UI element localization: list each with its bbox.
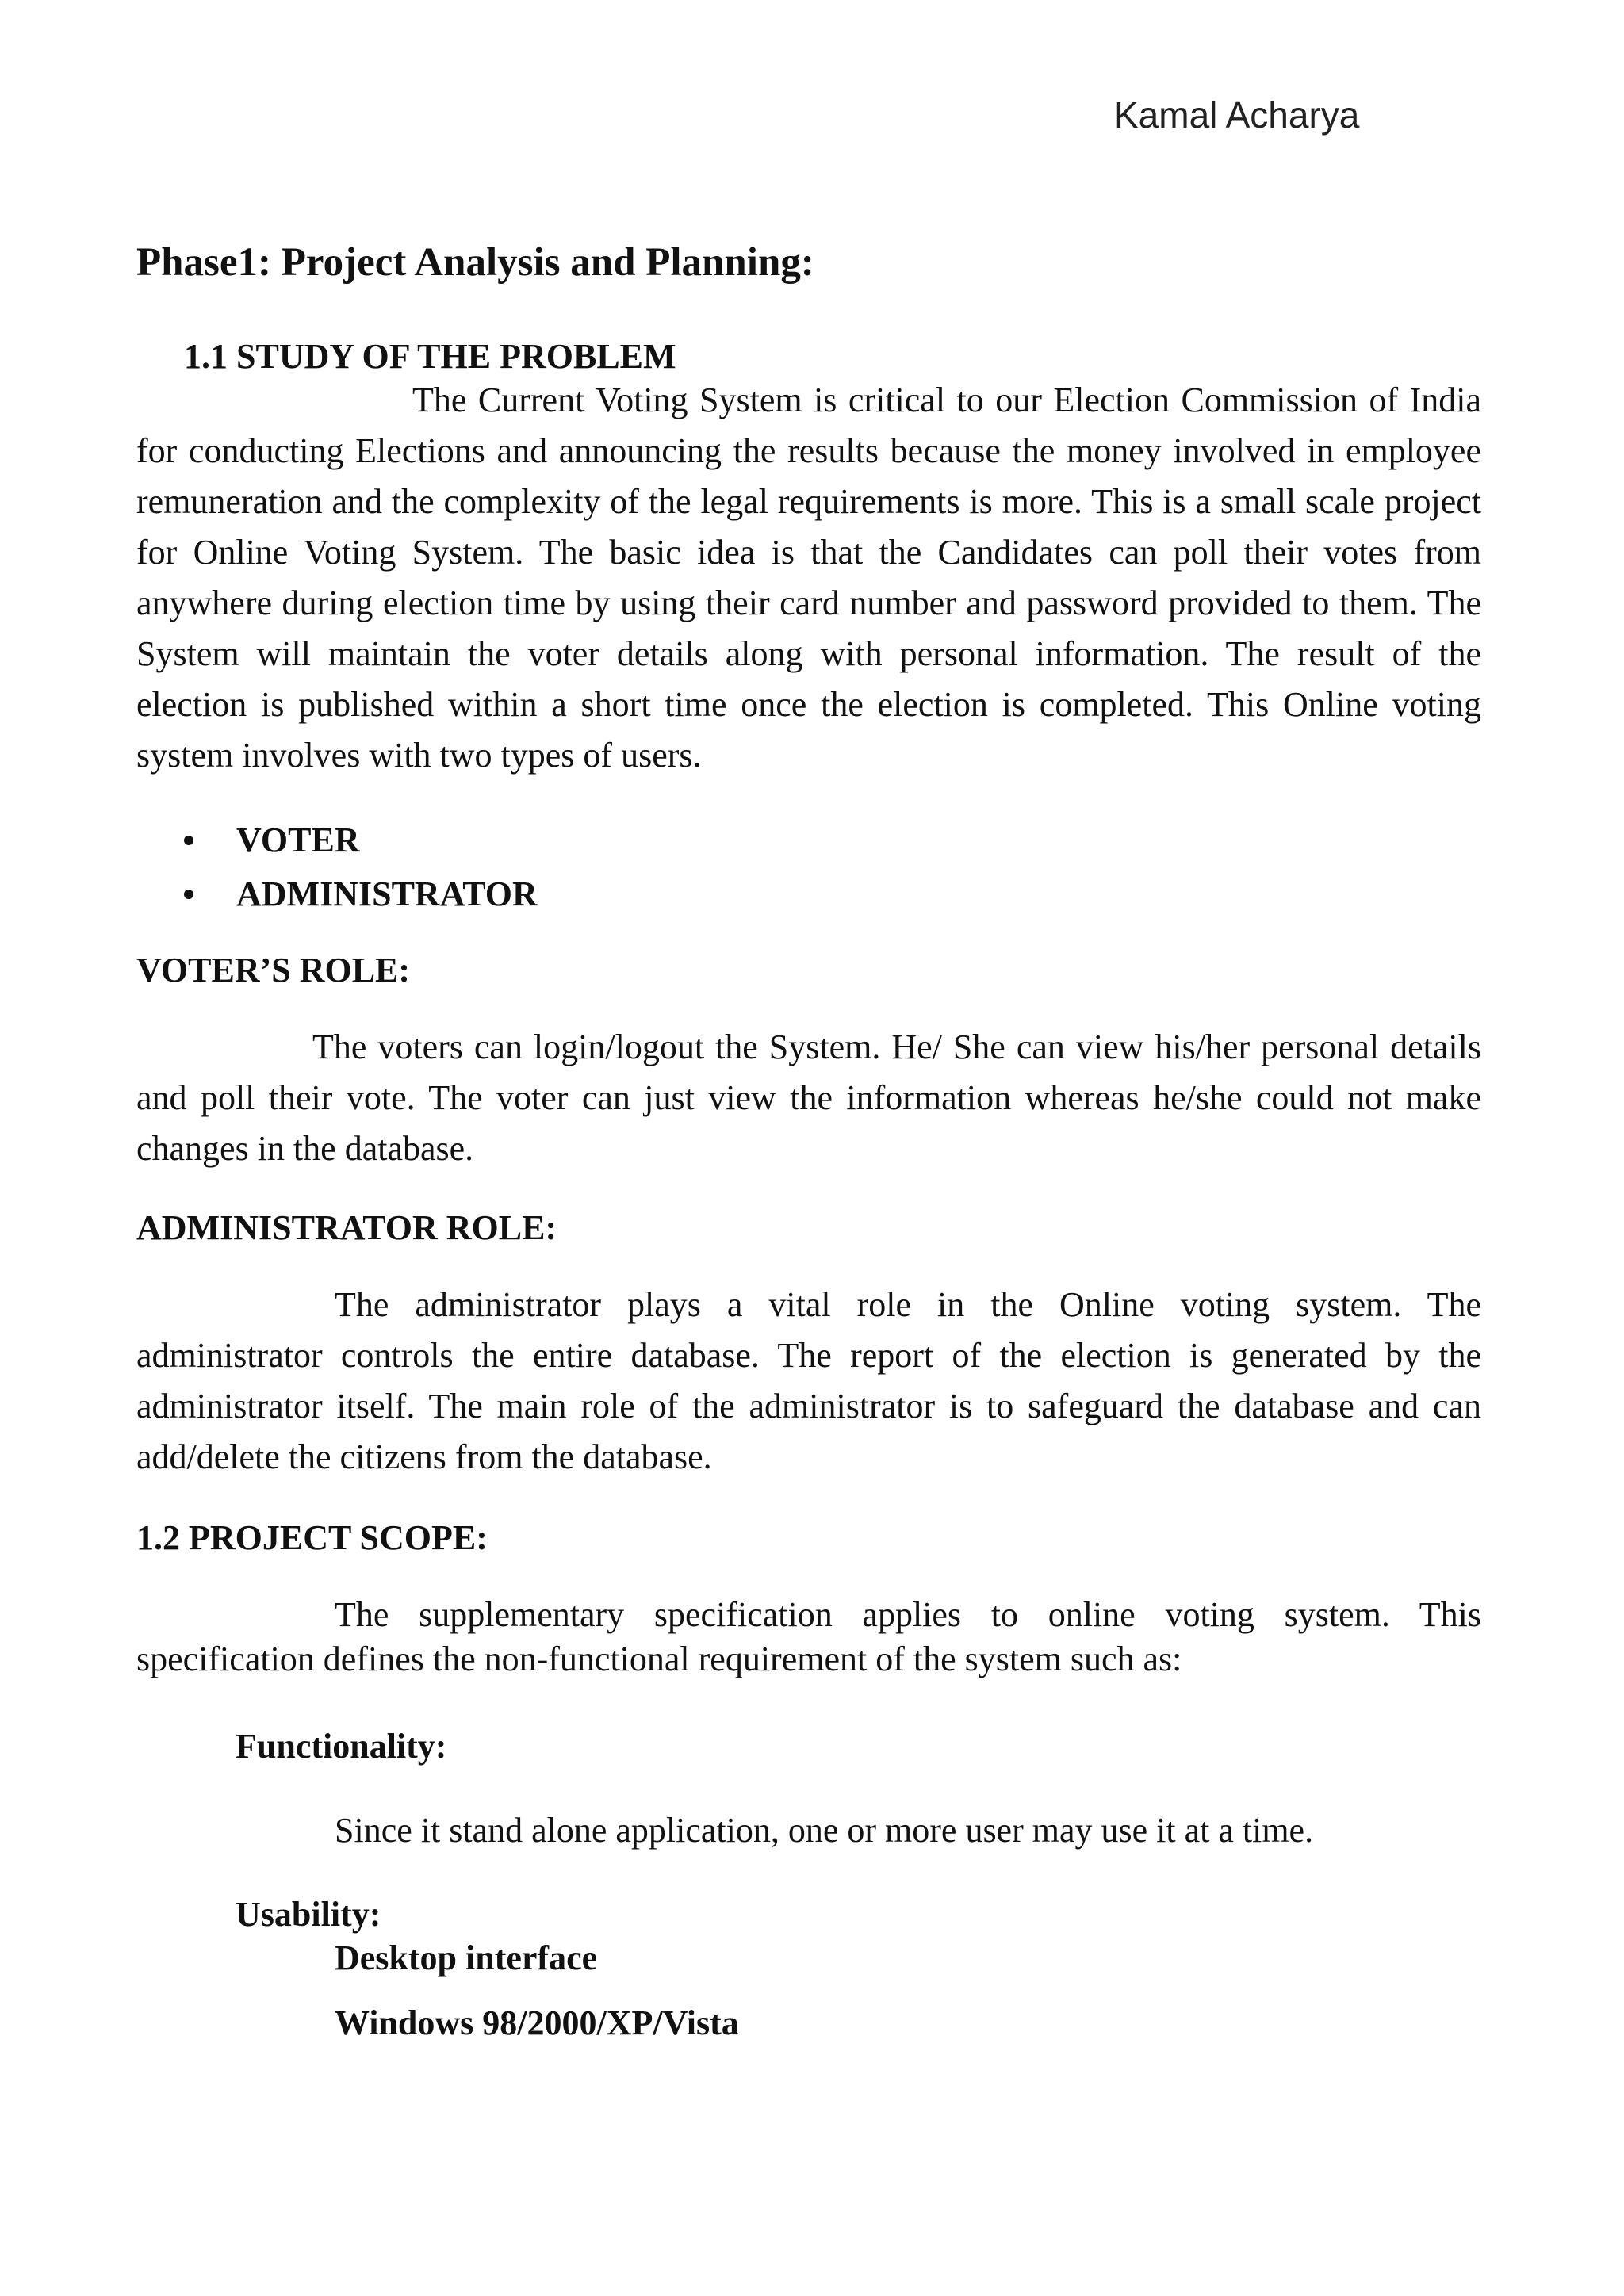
voter-role-paragraph: The voters can login/logout the System. He/ She can view his/her personal details and poll their vote. The voter can just view the information whereas he/she could not make changes in the database. — [136, 1027, 1481, 1168]
bullet-icon — [184, 890, 193, 899]
study-paragraph: The Current Voting System is critical to our Election Commission of India for conducting Elections and announcing the results because the money involved in employee remuneration and the complexity of the legal requirements is more. This is a small scale project for Online Voting System. The basic idea is that the Candidates can poll their votes from anywhere during election time by using their card number and password provided to them. The System will maintain the voter details along with personal information. The result of the election is published within a short time once the election is completed. This Online voting system involves with two types of users. — [136, 381, 1481, 775]
usability-item-desktop: Desktop interface — [335, 1938, 598, 1977]
study-heading: 1.1 STUDY OF THE PROBLEM — [184, 337, 676, 376]
scope-paragraph: The supplementary specification applies to online voting system. This specification defines the non-functional requirement of the system such as: — [136, 1595, 1481, 1678]
usability-heading: Usability: — [236, 1895, 381, 1934]
bullet-icon — [184, 836, 193, 845]
list-item — [184, 867, 538, 921]
phase-title: Phase1: Project Analysis and Planning: — [136, 240, 814, 285]
list-item — [184, 813, 538, 867]
voter-role-heading: VOTER’S ROLE: — [136, 951, 411, 989]
functionality-heading: Functionality: — [236, 1727, 447, 1766]
admin-role-heading: ADMINISTRATOR ROLE: — [136, 1208, 557, 1247]
admin-role-paragraph: The administrator plays a vital role in the Online voting system. The administrator controls the entire database. The report of the election is generated by the administrator itself. The main role of the administrator is to safeguard the database and can add/delete the citizens from the database. — [136, 1285, 1481, 1476]
usability-item-windows: Windows 98/2000/XP/Vista — [335, 2003, 739, 2042]
user-types-list — [184, 813, 538, 921]
scope-heading: 1.2 PROJECT SCOPE: — [136, 1518, 488, 1557]
list-item-label: ADMINISTRATOR — [236, 874, 538, 913]
list-item-label: VOTER — [236, 821, 360, 859]
functionality-text: Since it stand alone application, one or more user may use it at a time. — [335, 1811, 1314, 1850]
page-header-author: Kamal Acharya — [1114, 94, 1360, 136]
